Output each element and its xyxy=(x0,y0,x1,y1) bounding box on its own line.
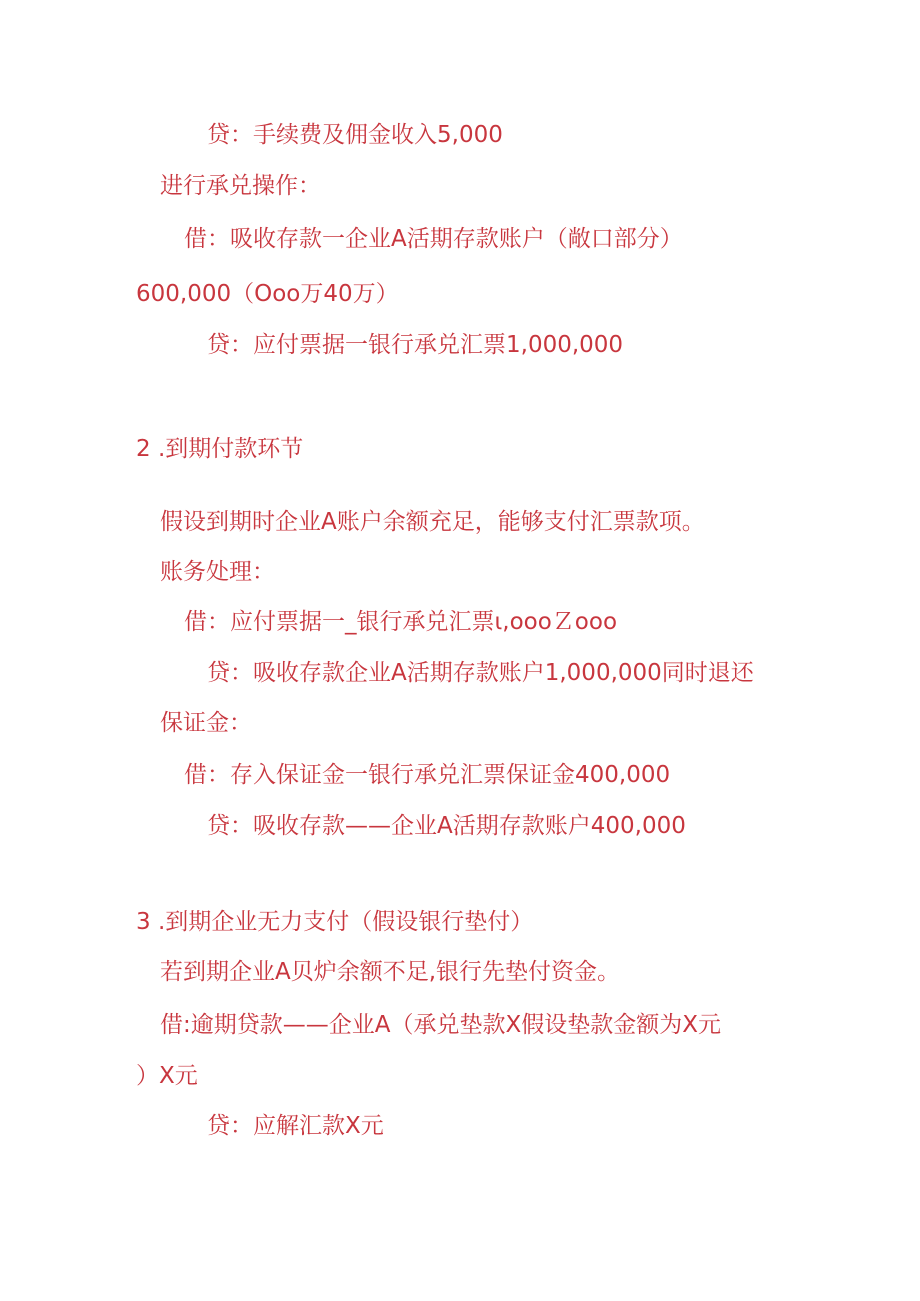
insufficient-balance-paragraph: 若到期企业A贝炉余额不足,银行先垫付资金。 xyxy=(160,959,621,985)
credit-deposit-account-line: 贷：吸收存款企业A活期存款账户1,000,000同时退还 xyxy=(207,660,754,686)
credit-notes-payable-line: 贷：应付票据一银行承兑汇票1,000,000 xyxy=(207,332,624,358)
accounting-treatment-label: 账务处理： xyxy=(160,559,275,585)
debit-margin-deposit-line: 借：存入保证金一银行承兑汇票保证金400,000 xyxy=(184,762,671,788)
credit-deposit-margin-line: 贷：吸收存款——企业A活期存款账户400,000 xyxy=(207,813,686,839)
debit-overdue-loan-line: 借:逾期贷款——企业A（承兑垫款X假设垫款金额为X元 xyxy=(160,1012,721,1038)
sufficient-balance-paragraph: 假设到期时企业A账户余额充足，能够支付汇票款项。 xyxy=(160,509,705,535)
margin-label: 保证金： xyxy=(160,710,252,736)
debit-deposit-amount-line: 600,000（Ooo万40万） xyxy=(136,281,399,307)
section-3-heading: 3 .到期企业无力支付（假设银行垫付） xyxy=(136,909,534,935)
debit-notes-payable-line: 借：应付票据一_银行承兑汇票ι,oooＺooo xyxy=(184,609,618,635)
debit-deposit-exposure-line: 借：吸收存款一企业A活期存款账户（敞口部分） xyxy=(184,226,683,252)
acceptance-operation-heading: 进行承兑操作： xyxy=(160,173,321,199)
section-2-heading: 2 .到期付款环节 xyxy=(136,436,304,462)
credit-remittance-line: 贷：应解汇款X元 xyxy=(207,1113,384,1139)
credit-fee-income-line: 贷：手续费及佣金收入5,000 xyxy=(207,122,503,148)
debit-overdue-loan-continued: ）X元 xyxy=(136,1063,198,1089)
